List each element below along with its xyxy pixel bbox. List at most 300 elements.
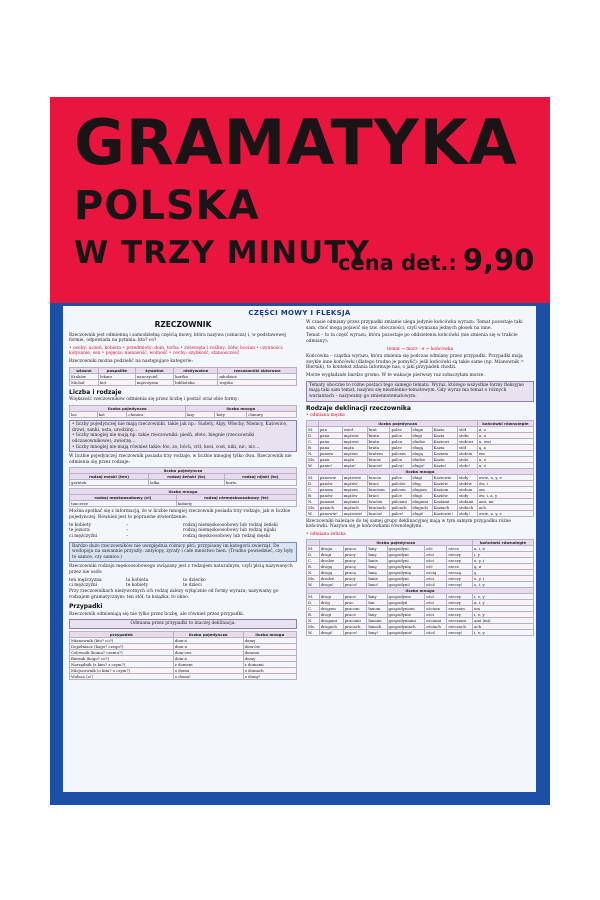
animals-box: Bardzo dużo rzeczowników nie uwzględnia różnicy płci; przypisany im kategorii zwierząt. Do wodopoju na sawannie przyszły: antylopy, żyrafy i całe mnóstwo hien. (Trudno powiedzieć, czy były to samce, czy samice.) [69,542,297,563]
female-sg-cell: ości [425,557,447,563]
ending-paragraph: Końcówka – cząstka wyrazu, która zmienia się podczas odmiany przez przypadki. Przypadki mają zwykle inne końcówki (dlatego trudno je pomylić): jeśli końcówki są takie same (np. Mianownik = Biernik), to kontekst zdania informuje nas, o jaki przypadek chodzi. [306,354,525,371]
female-sg-cell: drogi [319,551,343,557]
male-pl-cell: stoły [458,492,478,498]
female-sg-cell: M. [307,545,320,551]
people-text: to dziecko [183,577,206,583]
male-sg-cell: panu [318,438,342,444]
male-pl-cell: panowie! [318,510,342,516]
male-sg-cell: palcu [390,438,411,444]
case-cell: Celownik (komu? czemu?) [70,650,174,656]
category-header: własne [70,367,99,373]
male-pl-cell: stoły! [458,510,478,516]
people-text: te kobiety [126,583,149,589]
female-pl-cell: om [473,605,534,611]
female-sg-cell: ość [425,563,447,569]
people-text: ta kobieta [126,577,149,583]
case-cell: Biernik (kogo? co?) [70,656,174,662]
female-sg-cell: N. [307,569,320,575]
price-tag [338,243,535,277]
female-pl-cell: rzeczy! [447,629,473,635]
case-cell: o domu! [173,674,243,680]
female-sg-cell: łano! [367,581,387,587]
male-sg-cell: bracie! [367,462,390,468]
male-sg-cell: N. [307,450,319,456]
female-pl-cell: drogi [319,611,343,617]
female-sg-cell: gospodynią [387,569,425,575]
female-sg-cell: rzecz [447,563,473,569]
male-pl-cell: panom [318,486,342,492]
case-cell: dom-u [173,644,243,650]
title-line-3: W TRZY MINUTY [74,235,370,271]
female-sg-cell: Ms. [307,575,320,581]
male-sg-cell: B. [307,444,319,450]
female-pl-cell: ościach [425,623,447,629]
title-line-2: POLSKA [74,183,260,229]
people-text: ci mężczyźni [69,583,98,589]
cases-heading: Przypadki [69,603,103,611]
female-sg-cell: pracy [343,557,367,563]
male-sg-cell: sługo! [411,462,432,468]
category-cell: kot [98,379,135,385]
female-pl-cell: drogach [319,623,343,629]
female-pl-cell: gospodyniach [387,623,425,629]
male-sg-title: liczba pojedyncza [318,420,477,426]
female-sg-cell: rzecz [447,545,473,551]
gender-sg-header: rodzaj nijaki (to) [224,474,296,480]
pairs-note: Można spotkać się z informacją, że w liczbie mnogiej rzeczownik posiada trzy rodzaje, jak w liczbie pojedynczej. Również jest to poprawne stwierdzenie: [69,509,291,521]
female-sg-cell: ość [425,545,447,551]
female-pl-cell: rzeczach [447,623,473,629]
female-pl-cell: B. [307,611,320,617]
female-sg-cell: łaną [367,569,387,575]
division-note: Rzeczowniki można podzielić na następujące kategorie: [69,359,193,365]
gender-sg-title: liczba pojedyncza [70,468,297,474]
female-sg-cell: gospodyni [387,557,425,563]
male-pl-cell: owie, a, y, e [477,474,533,480]
male-sg-cell: mężowi [342,432,367,438]
female-pl-cell: M. [307,593,320,599]
male-pl-cell: sług [411,480,432,486]
cases-header: liczba mnoga [243,632,296,638]
female-pl-cell: drogami [319,617,343,623]
male-pl-cell: braci [367,492,390,498]
female-sg-cell: ę, ø [473,563,534,569]
male-sg-cell: em [477,450,533,456]
female-sg-cell: gospodyni [387,551,425,557]
male-pl-cell: palcach [390,504,411,510]
female-pl-cell: pracom [343,605,367,611]
male-sg-cell: palec [390,444,411,450]
female-pl-cell: ości [425,593,447,599]
female-pl-cell: gospodyniom [387,605,425,611]
title-line-1: GRAMATYKA [74,106,518,179]
category-row [70,379,297,385]
male-pl-cell: panach [318,504,342,510]
number-cell: chmury [247,412,297,418]
price-value: 9,90 [462,243,535,277]
female-sg-cell: rzeczy! [447,581,473,587]
female-pl-cell: ø, i, y [473,599,534,605]
pair-text: rodzaj niemęskoosobowy lub rodzaj żeński [183,522,278,528]
female-pl-cell: łany! [367,629,387,635]
pair-text: – [126,528,129,534]
cases-header: liczba pojedyncza [173,632,243,638]
male-pl-cell: sługi [411,474,432,480]
number-text: Większość rzeczowników odmienia się przez liczbę i postać oraz obie formy: [69,397,239,403]
male-pl-cell: Kaziami [432,498,457,504]
male-pl-cell: Kaziom [432,486,457,492]
male-pl-cell: braciach [367,504,390,510]
female-sg-cell: ą [473,569,534,575]
female-sg-cell: rzeczą [447,569,473,575]
female-pl-cell: łany [367,593,387,599]
male-sg-cell: pana [318,444,342,450]
number-header-pl: liczba mnoga [185,406,296,412]
male-pl-cell: ami, mi [477,498,533,504]
parallel-endings-note: Rzeczowniki należące do tej samej grupy deklinacyjnej mają w tym samym przypadku różne końcówki. Nazywa się je końcówkami równoległymi. [306,518,512,530]
exception-3: • liczby mnogiej nie mają również takie: łóo, zo, bócü, crit, kosi, cost, niki, nic, nic... [72,444,260,450]
female-sg-cell: ości! [425,581,447,587]
case-cell: dom-owi [173,650,243,656]
female-pl-cell: łanami [367,617,387,623]
male-pl-cell: palcami [390,498,411,504]
male-sg-cell: u, e [477,462,533,468]
male-sg-cell: Kaziu [432,456,457,462]
category-table [69,367,297,386]
female-sg-cell: drogą [319,569,343,575]
noun-intro: Rzeczownik jest odmienną i samodzielną częścią mowy, która nazywa (oznacza) i, w podstawowej formie, odpowiada na pytania: kto? co? [69,332,287,344]
case-cell: domy [243,638,296,644]
stem-scheme: temat → morz - e ← końcówka [386,346,454,352]
female-pl-cell: N. [307,617,320,623]
male-sg-cell: mężem [342,450,367,456]
case-cell: Miejscownik (o kim? o czym?) [70,668,174,674]
female-sg-cell: drodze [319,557,343,563]
pair-line [69,534,297,540]
stem-paragraph: Temat – to ta część wyrazu, która pozostaje po oddzieleniu końcówki (nie zmienia się w trakcie odmiany): [306,333,518,344]
gender-pairs [69,523,297,540]
case-cell: Wołacz (o!) [70,674,174,680]
female-pl-cell: Ms. [307,623,320,629]
male-pl-cell: Kaziach [432,504,457,510]
female-declension-label: • odmiana żeńska [306,532,346,538]
exception-1: • liczby pojedynczej nie mają rzeczowniki, takie jak np.: Sudety, Alpy, Włochy, Niemcy, Katowice, drzwi, sanki, usta, urodziny... [72,422,288,433]
category-header: nieżywotne [174,367,218,373]
male-pl-cell: mężów [342,492,367,498]
gender-pl-cell: tancerze [70,501,177,507]
male-sg-cell: brata [367,444,390,450]
male-sg-cell: męża [342,444,367,450]
male-pl-cell: Ms. [307,504,319,510]
female-pl-cell: rzeczami [447,617,473,623]
category-header: żywotne [135,367,173,373]
category-cell: biblioteka [174,379,218,385]
male-sg-cell: mężowi [342,438,367,444]
male-sg-cell: panem [318,450,342,456]
female-pl-cell: W. [307,629,320,635]
number-heading: Liczba i rodzaje [69,388,122,396]
case-row [70,674,297,680]
number-cell: kot [97,412,127,418]
male-sg-cell: stół [458,426,478,432]
people-text: te dzieci [183,583,202,589]
female-pl-cell: gospodynie! [387,629,425,635]
male-pl-cell: stołów [458,480,478,486]
male-sg-cell: słudze [411,438,432,444]
category-cell: Michał [70,379,99,385]
male-sg-cell: sługi [411,432,432,438]
male-pl-cell: panów [318,492,342,498]
left-column [69,320,297,682]
male-pl-cell: braćmi [367,498,390,504]
female-sg-cell: gospodyni [387,575,425,581]
female-ending-title: końcówki równoległe [473,539,534,545]
male-pl-cell: ów, i [477,480,533,486]
male-pl-cell: ów, i, a, y [477,492,533,498]
female-pl-cell: gospodyń [387,599,425,605]
male-pl-cell: Kaziowie [432,474,457,480]
male-pl-cell: D. [307,480,319,486]
male-pl-cell: palce [390,474,411,480]
male-declension-label: • odmiana męska [306,413,345,419]
male-sg-cell: panu [318,456,342,462]
male-sg-cell: palcu [390,456,411,462]
gender-pl-cell: kobiety [176,501,296,507]
gender-sg-header: rodzaj męski (ten) [70,474,149,480]
female-sg-cell: D. [307,551,320,557]
male-sg-cell: ø, o [477,426,533,432]
cases-table [69,631,297,680]
female-sg-cell: ości [425,575,447,581]
male-sg-cell: Ms. [307,456,319,462]
pair-text: rodzaj niemęskoosobowy lub rodzaj nijaki [183,528,276,534]
number-cell: koty [215,412,247,418]
male-pl-cell: bracia! [367,510,390,516]
male-pl-cell: bracia [367,474,390,480]
male-sg-cell: sługę [411,444,432,450]
male-sg-cell: Kaziowi [432,438,457,444]
male-sg-cell: Kaziem [432,450,457,456]
category-header: rzeczowniki zbiorowe [218,367,297,373]
female-sg-cell: pracę [343,563,367,569]
category-header: pospolite [98,367,135,373]
male-pl-cell: mężom [342,486,367,492]
female-sg-cell: W. [307,581,320,587]
female-pl-cell: i, e, y [473,629,534,635]
case-cell: dom-a [173,638,243,644]
male-sg-cell: palec [390,426,411,432]
male-sg-cell: u, owi [477,438,533,444]
male-sg-cell: a, u [477,432,533,438]
pair-text: te kobiety [69,522,92,528]
case-cell: domy [243,656,296,662]
female-pl-cell: gospodyniami [387,617,425,623]
male-sg-cell: stole [458,456,478,462]
male-pl-cell: braci [367,480,390,486]
category-cell: młodzież [218,373,297,379]
male-sg-cell: Kazia [432,432,457,438]
gender-pl-title: liczba mnoga [70,489,297,495]
female-sg-cell: ości [425,551,447,557]
male-pl-cell: stoły [458,474,478,480]
male-pl-row [307,510,534,516]
male-pl-cell: om [477,486,533,492]
male-pl-cell: stołom [458,486,478,492]
male-sg-cell: M. [307,426,319,432]
male-pl-cell: mężach [342,504,367,510]
male-sg-cell: u, e [477,456,533,462]
category-cell: lekarz [98,373,135,379]
male-pl-cell: Kaziów [432,480,457,486]
male-sg-cell: Kazia [432,444,457,450]
male-pl-cell: B. [307,492,319,498]
male-pl-cell: stołach [458,504,478,510]
example-sentence: Morze wygładzało bardzo gromo. W te wakacje pierwszy raz zobaczyłam morze. [306,373,485,378]
female-pl-cell: ości [425,599,447,605]
female-pl-cell: drogi [319,593,343,599]
female-sg-cell: pracy [343,551,367,557]
category-cell: kartka [174,373,218,379]
female-sg-cell: e, y, i [473,575,534,581]
male-sg-cell: W. [307,462,319,468]
male-pl-cell: stołami [458,498,478,504]
number-header-sg: liczba pojedyncza [70,406,186,412]
female-pl-cell: rzeczy [447,593,473,599]
male-pl-cell: panowie [318,474,342,480]
stems-box: Tematy oboczne to różne postaci tego samego tematu. Wyraz, którego wszystkie formy fleksyjne mają taki sam temat, nazywa się nieznienno-tematowym. Gdy wyraz ma temat o różnych wariantach – nazywamy go zmiennotematowym. [306,381,534,402]
female-sg-cell: łanę [367,563,387,569]
male-sg-cell: D. [307,432,319,438]
male-sg-cell: osioł [342,426,367,432]
gender-note: W liczbie pojedynczej rzeczownik posiada trzy rodzaje, w liczbie mnogiej tylko dwa. Rzeczownik nie odmienia się przez rodzaje: [69,454,292,465]
number-cell: lasy [185,412,215,418]
male-sg-cell: pana [318,432,342,438]
male-pl-cell: sługi! [411,510,432,516]
female-sg-cell: B. [307,563,320,569]
female-sg-cell: i, y [473,551,534,557]
female-pl-cell: C. [307,605,320,611]
case-cell: z domami [243,662,296,668]
people-note-2: Przy rzeczownikach nieżywotnych ich rodzaj zależy wyłącznie od formy wyrazu; nazywamy go rodzajem gramatycznym: ten stół, ta książka, to okno. [69,588,279,600]
pair-text: te jeziora [69,528,90,534]
female-pl-cell: ości! [425,629,447,635]
right-column [306,320,534,638]
male-sg-cell: sługa [411,426,432,432]
male-pl-cell: sługami [411,498,432,504]
inflection-paragraph: W czasie odmiany przez przypadki zmianie ulega jedynie końcówka wyrazu. Temat pozostaje taki sam, choć mogą pojawić się tzw. oboczności, czyli wymiana jednych głosek na inne. [306,320,523,331]
male-sg-cell: stół [458,444,478,450]
sheet-title: CZĘŚCI MOWY I FLEKSJA [248,309,351,317]
grammar-sheet [63,306,536,792]
female-pl-cell: pracami [343,617,367,623]
male-sg-cell: Kazio [432,426,457,432]
female-pl-cell: prac [343,599,367,605]
people-list [69,578,297,589]
category-cell: nauczyciel [135,373,173,379]
gender-pl-header: rodzaj męskoosobowy (ci) [70,495,177,501]
female-sg-cell: praca [343,545,367,551]
category-cell: Kraków [70,373,99,379]
declension-heading: Rodzaje deklinacji rzeczownika [306,404,411,412]
male-pl-cell: N. [307,498,319,504]
female-pl-title: liczba mnoga [307,587,534,593]
male-pl-cell: sługom [411,486,432,492]
female-pl-cell: rzeczy [447,599,473,605]
female-pl-cell: ach [473,623,534,629]
pair-text: – [126,533,129,539]
declension-box: Odmiana przez przypadki to inaczej deklinacja. [69,619,297,629]
category-cell: mężczyzna [135,379,173,385]
female-declension-table [306,539,534,636]
female-sg-cell: drogę [319,563,343,569]
male-sg-cell: bratem [367,450,390,456]
male-sg-cell: palca [390,432,411,438]
case-cell: z domem [173,662,243,668]
case-row [70,662,297,668]
female-pl-cell: prace [343,593,367,599]
male-sg-cell: stołu [458,432,478,438]
female-pl-cell: D. [307,599,320,605]
male-pl-cell: owie, a, y, e [477,510,533,516]
male-pl-cell: braciom [367,486,390,492]
female-sg-cell: drogo! [319,581,343,587]
price-label: cena det.: [338,251,457,275]
gender-sg-cell: hurto [224,480,296,486]
case-cell: dom-ów [243,644,296,650]
female-sg-cell: ością [425,569,447,575]
male-pl-cell: palców [390,480,411,486]
male-ending-title: końcówki równoległe [477,420,533,426]
male-pl-cell: mężów [342,480,367,486]
male-pl-cell: Kaziów [432,492,457,498]
male-sg-cell: panie! [318,462,342,468]
female-sg-cell: łanie [367,575,387,581]
female-pl-cell: drogom [319,605,343,611]
male-sg-cell: ę, a [477,444,533,450]
male-sg-cell: stole! [458,462,478,468]
female-sg-cell: gospodyni! [387,581,425,587]
female-pl-cell: łany [367,611,387,617]
female-pl-cell: łanach [367,623,387,629]
male-sg-cell: mężu [342,456,367,462]
female-sg-cell: gospodyni [387,545,425,551]
female-pl-cell: łanom [367,605,387,611]
female-pl-cell: i, e, y [473,611,534,617]
female-sg-cell: łanie [367,557,387,563]
male-pl-cell: Kaziowie! [432,510,457,516]
case-cell: Dopełniacz (kogo? czego?) [70,644,174,650]
gender-sg-cell: lalka [149,480,225,486]
male-sg-cell: sługą [411,450,432,456]
female-sg-cell: rzeczy [447,575,473,581]
female-sg-cell: rzeczy [447,557,473,563]
male-pl-cell: mężowie! [342,510,367,516]
pair-text: ci mężczyźni [69,533,98,539]
people-text: ten mężczyzna [69,577,102,583]
gender-sg-table [69,467,297,486]
female-pl-cell: rzeczom [447,605,473,611]
female-sg-cell: rzeczy [447,551,473,557]
female-pl-cell: dróg [319,599,343,605]
male-declension-table [306,420,534,517]
female-sg-cell: pracy [343,575,367,581]
exceptions-box [69,420,297,452]
male-sg-cell: palcem [390,450,411,456]
male-pl-cell: palce! [390,510,411,516]
male-pl-cell: C. [307,486,319,492]
female-pl-cell: prace! [343,629,367,635]
female-sg-cell: droga [319,545,343,551]
